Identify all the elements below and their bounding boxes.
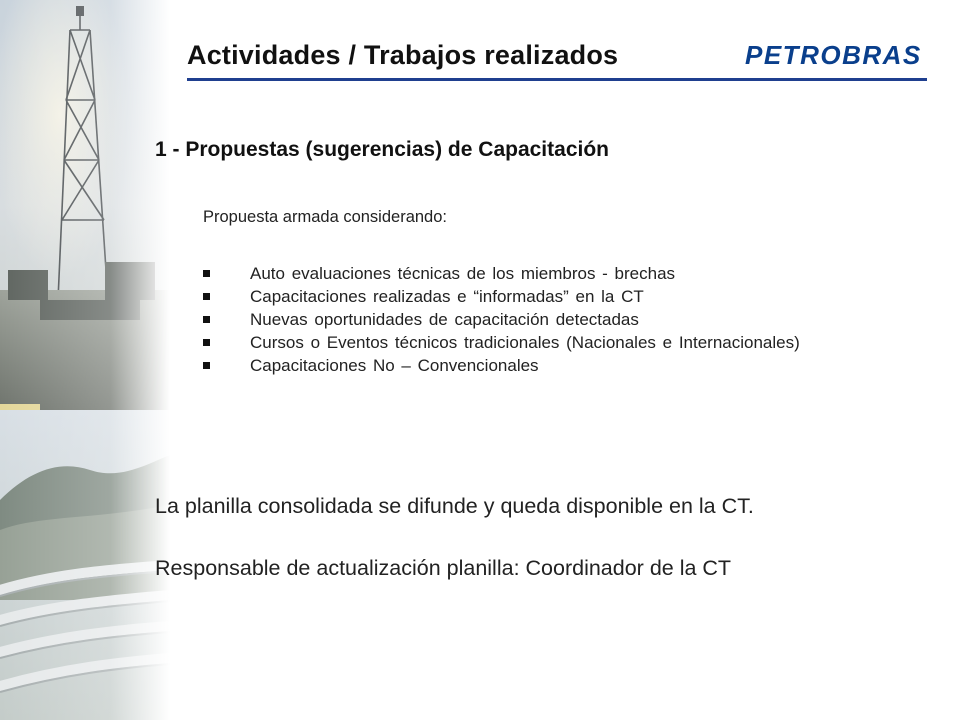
slide-title: Actividades / Trabajos realizados (187, 40, 619, 70)
statement-responsible: Responsable de actualización planilla: Coordinador de la CT (155, 556, 732, 580)
bullet-list (203, 262, 863, 377)
square-bullet-icon (203, 270, 210, 277)
intro-text: Propuesta armada considerando: (203, 208, 447, 226)
section-heading: 1 - Propuestas (sugerencias) de Capacitación (155, 138, 609, 161)
list-item-text: Capacitaciones No – Convencionales (250, 356, 539, 375)
list-item (203, 308, 863, 331)
oil-rig-pipeline-illustration (0, 0, 170, 720)
list-item (203, 285, 863, 308)
list-item (203, 354, 863, 377)
square-bullet-icon (203, 293, 210, 300)
list-item (203, 331, 863, 354)
title-underline (187, 78, 927, 81)
statement-distribution: La planilla consolidada se difunde y queda disponible en la CT. (155, 494, 754, 518)
list-item-text: Cursos o Eventos técnicos tradicionales (Nacionales e Internacionales) (250, 333, 800, 352)
square-bullet-icon (203, 339, 210, 346)
list-item-text: Nuevas oportunidades de capacitación detectadas (250, 310, 639, 329)
list-item-text: Auto evaluaciones técnicas de los miembros - brechas (250, 264, 676, 283)
square-bullet-icon (203, 316, 210, 323)
square-bullet-icon (203, 362, 210, 369)
decorative-photo-strip (0, 0, 170, 720)
list-item (203, 262, 863, 285)
petrobras-logo: PETROBRAS (745, 40, 922, 70)
list-item-text: Capacitaciones realizadas e “informadas” en la CT (250, 287, 644, 306)
